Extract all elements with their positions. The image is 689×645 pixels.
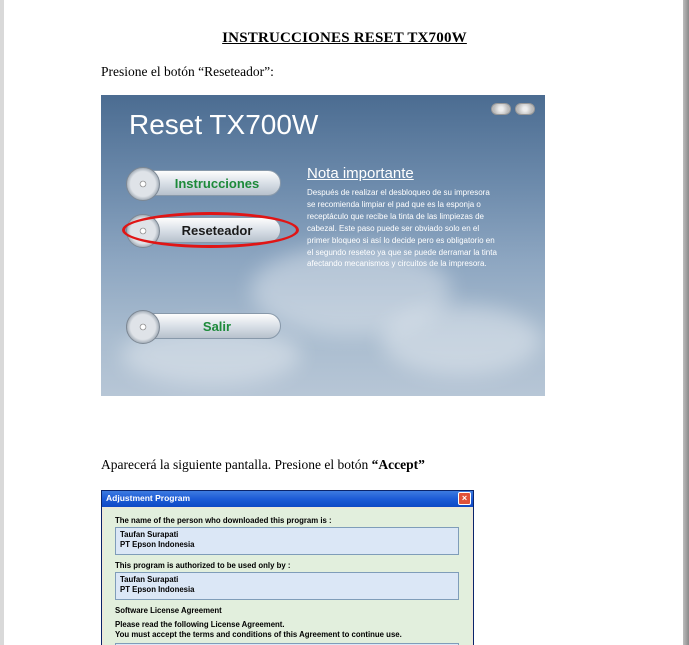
highlight-ellipse — [122, 212, 299, 248]
downloaded-by-field — [115, 527, 459, 555]
accept-emphasis: “Accept” — [371, 457, 425, 472]
salir-label: Salir — [202, 319, 232, 334]
page-edge — [0, 0, 4, 645]
nota-line: receptáculo que recibe la tinta de las limpiezas de — [307, 211, 484, 221]
authorized-name: Taufan Surapati — [120, 575, 179, 584]
instruction-paragraph-2 — [101, 457, 425, 473]
document-title: INSTRUCCIONES RESET TX700W — [222, 30, 467, 46]
minimize-icon[interactable] — [491, 103, 511, 115]
window-body — [104, 509, 471, 645]
cd-disc-icon — [126, 310, 160, 344]
close-icon[interactable] — [515, 103, 535, 115]
license-heading: Software License Agreement — [115, 606, 222, 615]
authorized-company: PT Epson Indonesia — [120, 585, 195, 594]
close-button[interactable]: × — [458, 492, 471, 505]
adjustment-program-window — [101, 490, 474, 645]
nota-line: primer bloqueo si así lo decide pero es obligatorio en — [307, 235, 495, 245]
authorized-label: This program is authorized to be used only by : — [115, 561, 291, 570]
reseteador-label: Reseteador — [181, 223, 253, 238]
downloaded-name: Taufan Surapati — [120, 530, 179, 539]
salir-button[interactable] — [129, 313, 281, 339]
downloaded-company: PT Epson Indonesia — [120, 540, 195, 549]
reset-app-screenshot — [101, 95, 545, 396]
paragraph-2-text: Aparecerá la siguiente pantalla. Presione el botón — [101, 457, 372, 472]
downloaded-by-label: The name of the person who downloaded this program is : — [115, 516, 332, 525]
nota-line: el segundo reseteo ya que se puede derramar la tinta — [307, 247, 497, 257]
window-titlebar — [102, 491, 473, 507]
nota-line: afectando mecanismos y circuitos de la impresora. — [307, 259, 487, 269]
cloud-decoration — [381, 305, 541, 375]
cd-disc-icon — [126, 167, 160, 201]
nota-line: Después de realizar el desbloqueo de su impresora — [307, 188, 490, 197]
reset-app-title: Reset TX700W — [129, 109, 319, 140]
nota-importante-body — [307, 187, 529, 270]
instrucciones-label: Instrucciones — [174, 176, 260, 191]
nota-line: se recomienda limpiar el pad que es la esponja o — [307, 199, 481, 209]
authorized-field — [115, 572, 459, 600]
instruction-paragraph-1: Presione el botón “Reseteador”: — [101, 64, 274, 79]
license-line-2: You must accept the terms and conditions of this Agreement to continue use. — [115, 630, 402, 639]
nota-line: cabezal. Este paso puede ser obviado solo en el — [307, 223, 480, 233]
license-line-1: Please read the following License Agreement. — [115, 620, 285, 629]
instrucciones-button[interactable] — [129, 170, 281, 196]
window-title: Adjustment Program — [106, 493, 191, 503]
window-controls — [491, 103, 535, 115]
nota-importante-heading: Nota importante — [307, 165, 414, 182]
page-shadow — [683, 0, 689, 645]
